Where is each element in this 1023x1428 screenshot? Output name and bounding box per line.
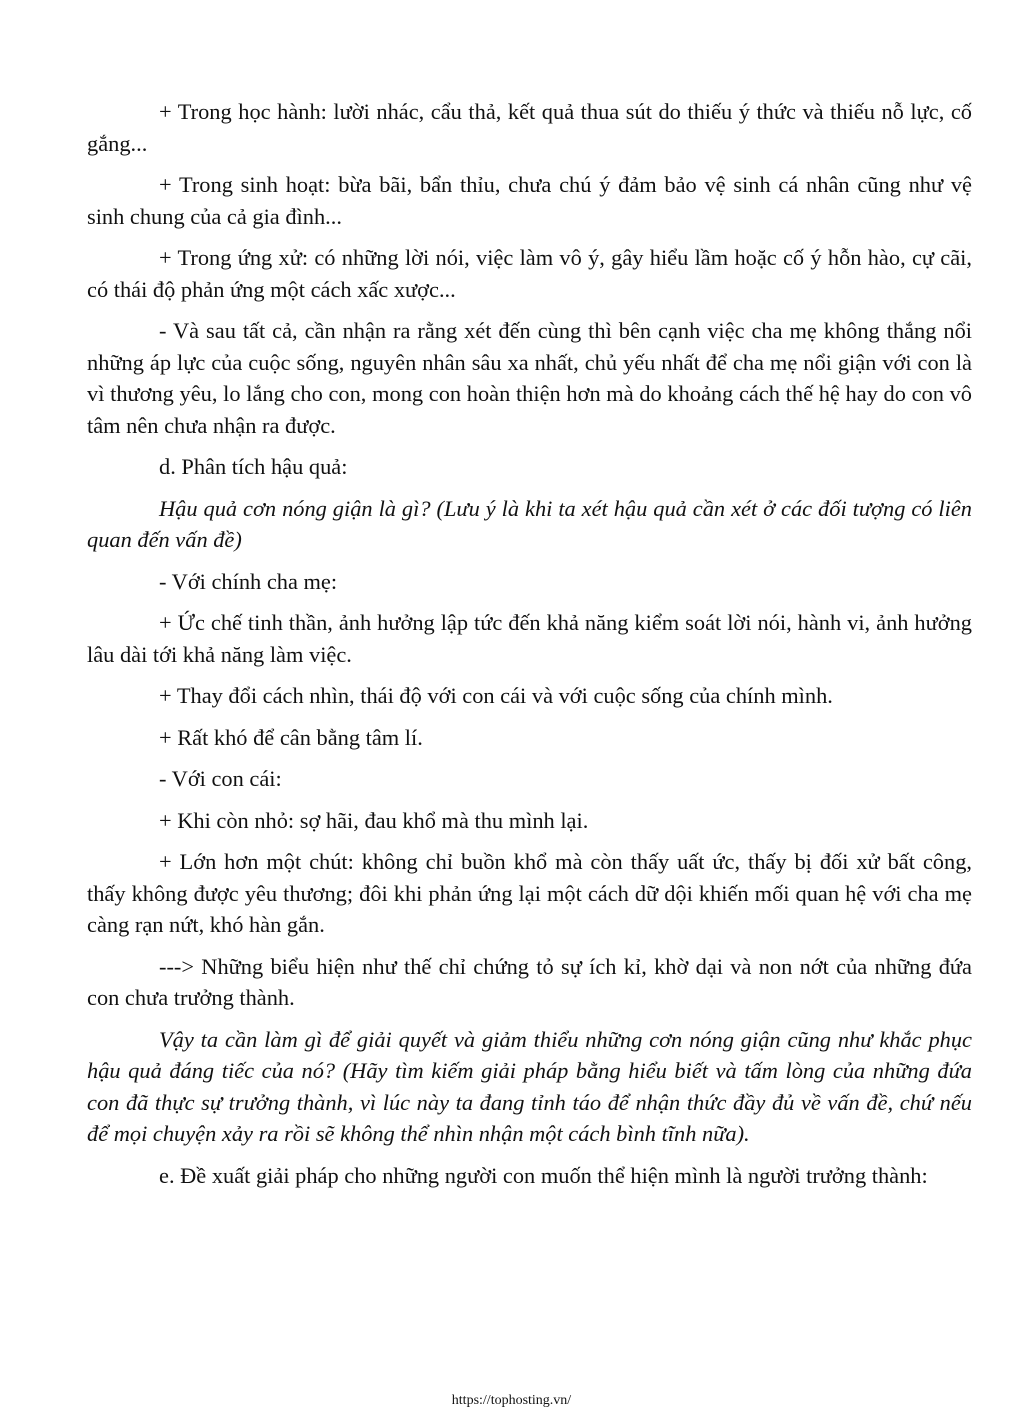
- paragraph-question-solution: Vậy ta cần làm gì để giải quyết và giảm thiểu những cơn nóng giận cũng như khắc phục hậu quả đáng tiếc của nó? (Hãy tìm kiếm giải pháp bằng hiểu biết và tấm lòng của những đứa con đã thực sự trưởng thành, vì lúc này ta đang tỉnh táo để nhận thức đầy đủ về vấn đề, chứ nếu để mọi chuyện xảy ra rồi sẽ không thể nhìn nhận một cách bình tĩnh nữa).: [87, 1026, 972, 1146]
- paragraph-parents-view: + Thay đổi cách nhìn, thái độ với con cái và với cuộc sống của chính mình.: [159, 683, 833, 708]
- paragraph-conclusion: - Và sau tất cả, cần nhận ra rằng xét đến cùng thì bên cạnh việc cha mẹ không thắng nổi những áp lực của cuộc sống, nguyên nhân sâu xa nhất, chủ yếu nhất để cha mẹ nổi giận với con là vì thương yêu, lo lắng cho con, mong con hoàn thiện hơn mà do khoảng cách thế hệ hay do con vô tâm nên chưa nhận ra được.: [87, 318, 972, 438]
- paragraph-study: + Trong học hành: lười nhác, cẩu thả, kết quả thua sút do thiếu ý thức và thiếu nỗ lực, cố gắng...: [87, 99, 972, 156]
- paragraph-parents-stress: + Ức chế tinh thần, ảnh hưởng lập tức đến khả năng kiểm soát lời nói, hành vi, ảnh hưởng lâu dài tới khả năng làm việc.: [87, 610, 972, 667]
- paragraph-arrow-conclusion: ---> Những biểu hiện như thế chỉ chứng tỏ sự ích kỉ, khờ dại và non nớt của những đứa con chưa trưởng thành.: [87, 953, 972, 1010]
- paragraph-behavior: + Trong ứng xử: có những lời nói, việc làm vô ý, gây hiểu lầm hoặc cố ý hỗn hào, cự cãi, có thái độ phản ứng một cách xấc xược...: [87, 245, 972, 302]
- document-body: [87, 96, 972, 1201]
- paragraph-parents: - Với chính cha mẹ:: [159, 568, 338, 594]
- section-heading-e: e. Đề xuất giải pháp cho những người con muốn thể hiện mình là người trưởng thành:: [159, 1162, 928, 1188]
- paragraph-daily-life: + Trong sinh hoạt: bừa bãi, bẩn thỉu, chưa chú ý đảm bảo vệ sinh cá nhân cũng như vệ sinh chung của cả gia đình...: [87, 172, 972, 229]
- footer-url: https://tophosting.vn/: [451, 1393, 572, 1408]
- paragraph-question-consequence: Hậu quả cơn nóng giận là gì? (Lưu ý là khi ta xét hậu quả cần xét ở các đối tượng có liên quan đến vấn đề): [87, 495, 972, 552]
- paragraph-children-older: + Lớn hơn một chút: không chỉ buồn khổ mà còn thấy uất ức, thấy bị đối xử bất công, thấy không được yêu thương; đôi khi phản ứng lại một cách dữ dội khiến mối quan hệ với cha mẹ càng rạn nứt, khó hàn gắn.: [87, 849, 972, 937]
- paragraph-children-young: + Khi còn nhỏ: sợ hãi, đau khổ mà thu mình lại.: [159, 807, 589, 833]
- paragraph-parents-balance: + Rất khó để cân bằng tâm lí.: [159, 724, 423, 750]
- paragraph-children: - Với con cái:: [159, 766, 282, 791]
- section-heading-d: d. Phân tích hậu quả:: [159, 454, 348, 479]
